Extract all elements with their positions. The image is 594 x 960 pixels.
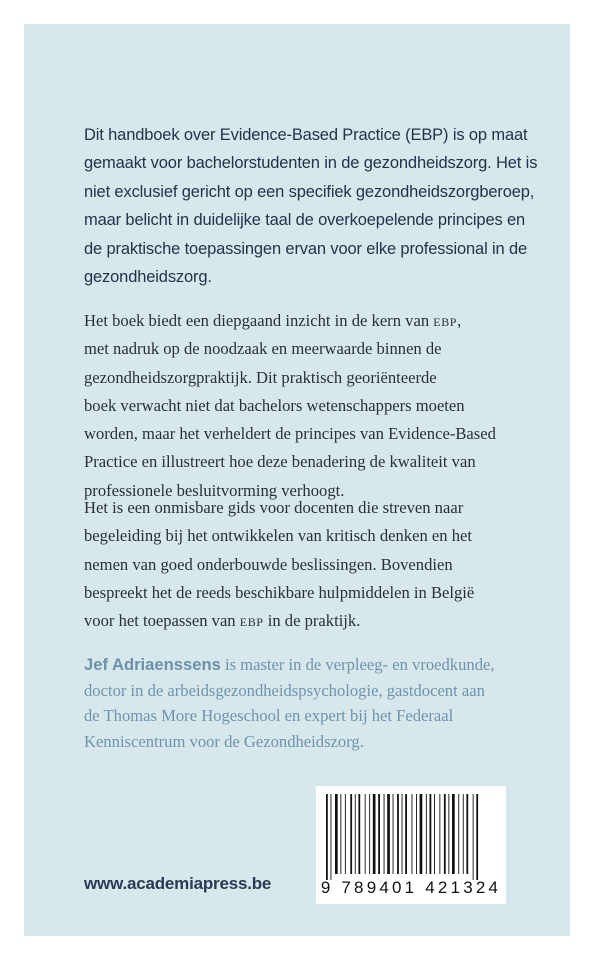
author-line: doctor in de arbeidsgezondheidspsychologie, gastdocent aan [84,680,485,700]
description-line: boek verwacht niet dat bachelors wetenschappers moeten [84,395,465,415]
audience-paragraph [84,494,524,635]
barcode-bar [426,794,427,874]
barcode-bar [405,794,407,874]
barcode-bar [326,794,328,880]
author-line [84,652,524,678]
author-name: Jef Adriaenssens [84,655,221,674]
intro-line: Dit handboek over Evidence-Based Practice (EBP) is op maat [84,126,528,144]
barcode-bar [355,794,356,874]
barcode-bar [340,794,341,874]
barcode-bar [378,794,380,874]
ebp-abbreviation: ebp [239,611,264,631]
barcode-bar [458,794,459,874]
publisher-website[interactable]: www.academiapress.be [84,874,272,893]
barcode-bar [463,794,464,874]
author-bio [84,652,524,754]
barcode-bar [331,794,332,880]
barcode-bar [452,794,455,874]
barcode-bar [365,794,366,874]
audience-line: nemen van goed onderbouwde beslissingen. Bovendien [84,554,453,574]
description-line: met nadruk op de noodzaak en meerwaarde binnen de [84,339,442,359]
isbn-number: 9 789401 421324 [320,878,502,897]
barcode-bar [444,794,446,874]
author-text: is master in de verpleeg- en vroedkunde, [220,655,495,674]
barcode-bar [476,794,478,880]
barcode-bar [402,794,403,874]
description-line: professionele besluitvorming verhoogt. [84,480,345,500]
isbn-barcode [316,786,506,904]
description-line: Practice en illustreert hoe deze benadering de kwaliteit van [84,452,476,472]
barcode-bar [387,794,390,874]
barcode-bar [439,794,440,874]
intro-line: gemaakt voor bachelorstudenten in de gezondheidszorg. Het is [84,154,538,173]
intro-line: maar belicht in duidelijke taal de overkoepelende principes en [84,211,526,230]
barcode-bar [473,794,474,880]
description-paragraph [84,307,524,505]
audience-line: begeleiding bij het ontwikkelen van kritisch denken en het [84,526,473,546]
barcode-bar [393,794,394,874]
barcode-bar [397,794,399,874]
audience-line: bespreekt het de reeds beschikbare hulpmiddelen in België [84,582,475,602]
audience-line [84,607,524,635]
barcode-bar [430,794,432,874]
intro-line: gezondheidszorg. [84,268,212,287]
barcode-bar [416,794,417,874]
intro-paragraph [84,121,538,291]
description-text: Het boek biedt een diepgaand inzicht in de kern van [84,311,434,330]
description-line [84,307,524,335]
audience-text: in de praktijk. [263,611,361,631]
description-text: , [457,311,462,330]
barcode-bar [350,794,352,874]
audience-text: voor het toepassen van [84,611,240,631]
barcode-bar [466,794,468,874]
barcode-bar [358,794,360,874]
author-line: Kenniscentrum voor de Gezondheidszorg. [84,731,364,751]
ebp-abbreviation: ebp [433,311,458,330]
intro-line: de praktische toepassingen ervan voor elke professional in de [84,239,528,258]
barcode-bar [345,794,346,874]
audience-line: Het is een onmisbare gids voor docenten die streven naar [84,498,464,517]
description-line: gezondheidszorgpraktijk. Dit praktisch georiënteerde [84,367,437,387]
barcode-bar [373,794,376,874]
barcode-bar [335,794,338,874]
description-line: worden, maar het verheldert de principes van Evidence-Based [84,424,496,444]
barcode-bar [369,794,370,874]
barcode-bar [412,794,413,874]
intro-line: niet exclusief gericht op een specifiek gezondheidszorgberoep, [84,182,535,201]
barcode-bar [420,794,423,874]
barcode-bar [448,794,449,874]
barcode-bar [434,794,435,874]
barcode-bar [384,794,385,874]
author-line: de Thomas More Hogeschool en expert bij het Federaal [84,706,454,725]
